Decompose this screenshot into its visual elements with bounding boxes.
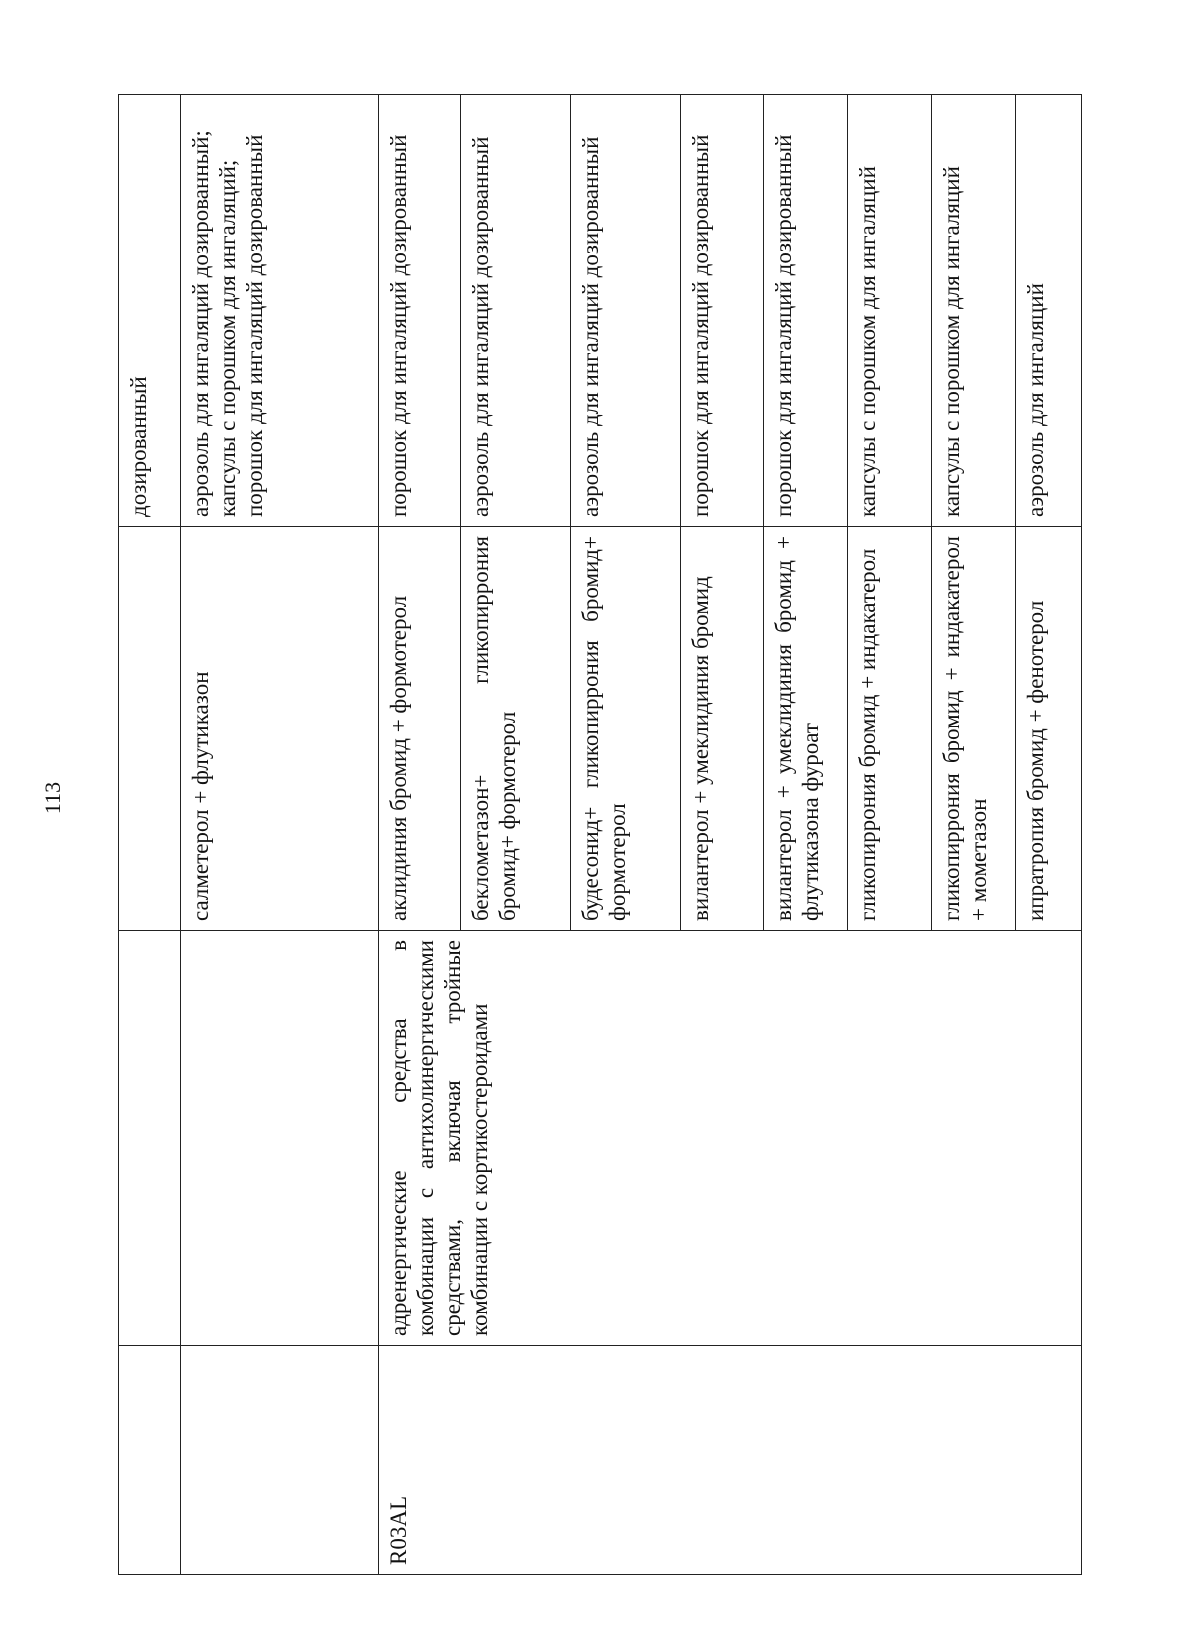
- substance-cell: салметерол + флутиказон: [181, 527, 379, 931]
- dosage-form-cell: капсулы с порошком для ингаляций: [932, 95, 1016, 527]
- substance-cell: ипратропия бромид + фенотерол: [1016, 527, 1082, 931]
- group-name-cell: адренергические средства в комбинации с антихолинергическими средствами, включая тройные комбинации с кортикостероидами: [379, 931, 1082, 1346]
- dosage-form-cell: порошок для ингаляций дозированный: [764, 95, 848, 527]
- table-row: [119, 95, 181, 1575]
- atc-code-cell: R03AL: [379, 1346, 1082, 1575]
- group-name-cell: [181, 931, 379, 1346]
- substance-cell: аклидиния бромид + формотерол: [379, 527, 461, 931]
- substance-cell: гликопиррония бромид + индакатерол: [848, 527, 932, 931]
- dosage-form-line: порошок для ингаляций дозированный: [242, 134, 267, 517]
- dosage-form-cell: капсулы с порошком для ингаляций: [848, 95, 932, 527]
- dosage-form-cell: дозированный: [119, 95, 181, 527]
- drug-table: [118, 94, 1082, 1575]
- dosage-form-cell: аэрозоль для ингаляций: [1016, 95, 1082, 527]
- table-row: [181, 95, 379, 1575]
- substance-cell: будесонид+ гликопиррония бромид+ формотерол: [571, 527, 681, 931]
- substance-cell: гликопиррония бромид + индакатерол + мометазон: [932, 527, 1016, 931]
- rotated-table-container: [118, 95, 1081, 1575]
- dosage-form-cell: порошок для ингаляций дозированный: [681, 95, 764, 527]
- substance-cell: вилантерол + умеклидиния бромид + флутиказона фуроат: [764, 527, 848, 931]
- substance-cell: беклометазон+ гликопиррония бромид+ формотерол: [461, 527, 571, 931]
- page-number: 113: [40, 781, 65, 815]
- group-name-cell: [119, 931, 181, 1346]
- atc-code-cell: [119, 1346, 181, 1575]
- dosage-form-cell: аэрозоль для ингаляций дозированный: [571, 95, 681, 527]
- substance-cell: вилантерол + умеклидиния бромид: [681, 527, 764, 931]
- dosage-form-cell: аэрозоль для ингаляций дозированный: [461, 95, 571, 527]
- substance-cell: [119, 527, 181, 931]
- dosage-form-cell: порошок для ингаляций дозированный: [379, 95, 461, 527]
- table-row: [379, 95, 461, 1575]
- atc-code-cell: [181, 1346, 379, 1575]
- dosage-form-line: капсулы с порошком для ингаляций;: [215, 159, 240, 517]
- dosage-form-cell: [181, 95, 379, 527]
- dosage-form-line: аэрозоль для ингаляций дозированный;: [188, 130, 213, 517]
